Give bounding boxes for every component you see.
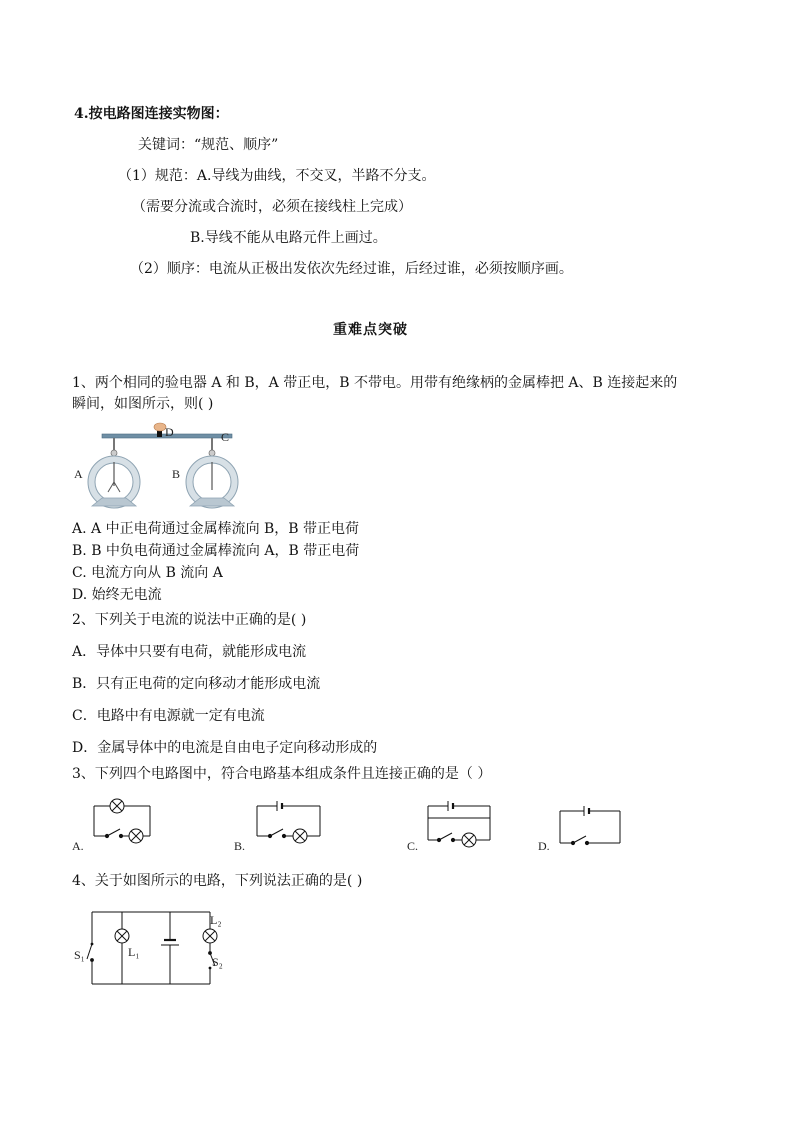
circuit-a-label: A. [72, 839, 84, 853]
label-b: B [172, 467, 181, 481]
label-l1: L₁ [128, 945, 140, 959]
circuit-c-label: C. [407, 839, 419, 853]
s2-switch [209, 967, 212, 970]
q1-stem-line1: 1、两个相同的验电器 A 和 B，A 带正电，B 不带电。用带有绝缘柄的金属棒把 A、B 连接起来的 [72, 375, 678, 391]
q2-option-b: B．只有正电荷的定向移动才能形成电流 [72, 676, 321, 692]
label-a: A [74, 467, 83, 481]
circuit-b-label: B. [234, 839, 246, 853]
circuit-a [94, 799, 150, 843]
circuit-d-label: D. [538, 839, 550, 853]
circuit-b [257, 801, 320, 843]
q3-circuits [72, 796, 632, 858]
keywords-line: 关键词：“规范、顺序” [138, 137, 279, 153]
s1-switch [91, 943, 94, 946]
q4-circuit-figure [72, 904, 232, 990]
label-s1: S₁ [74, 948, 85, 962]
q3-stem: 3、下列四个电路图中，符合电路基本组成条件且连接正确的是（ ） [72, 766, 492, 782]
label-l2: L₂ [210, 913, 222, 927]
rule-1-note: （需要分流或合流时，必须在接线柱上完成） [132, 199, 412, 215]
rule-2: （2）顺序：电流从正极出发依次先经过谁，后经过谁，必须按顺序画。 [130, 261, 573, 277]
circuit-c [428, 801, 490, 847]
electroscope-b [186, 438, 238, 508]
q1-stem-line2: 瞬间，如图所示，则( ) [72, 396, 214, 412]
rule-1-b: B.导线不能从电路元件上画过。 [190, 230, 387, 246]
q2-option-c: C．电路中有电源就一定有电流 [72, 708, 265, 724]
electroscope-a [88, 438, 140, 508]
section-title: 重难点突破 [333, 322, 408, 338]
q2-stem: 2、下列关于电流的说法中正确的是( ) [72, 612, 307, 628]
circuit-d [560, 806, 620, 845]
q2-option-a: A．导体中只要有电荷，就能形成电流 [72, 644, 307, 660]
label-s2: S₂ [212, 955, 223, 969]
q1-option-a: A. A 中正电荷通过金属棒流向 B，B 带正电荷 [72, 521, 360, 537]
label-c: C [221, 430, 230, 444]
q1-option-c: C. 电流方向从 B 流向 A [72, 565, 223, 581]
q1-option-b: B. B 中负电荷通过金属棒流向 A，B 带正电荷 [72, 543, 360, 559]
label-d: D [165, 425, 174, 439]
q1-option-d: D. 始终无电流 [72, 587, 162, 603]
q2-option-d: D．金属导体中的电流是自由电子定向移动形成的 [72, 740, 378, 756]
rule-1: （1）规范：A.导线为曲线，不交叉，半路不分支。 [118, 168, 436, 184]
electroscope-figure [72, 420, 242, 515]
q4-stem: 4、关于如图所示的电路，下列说法正确的是( ) [72, 873, 363, 889]
section-heading: 4.按电路图连接实物图： [74, 106, 229, 122]
